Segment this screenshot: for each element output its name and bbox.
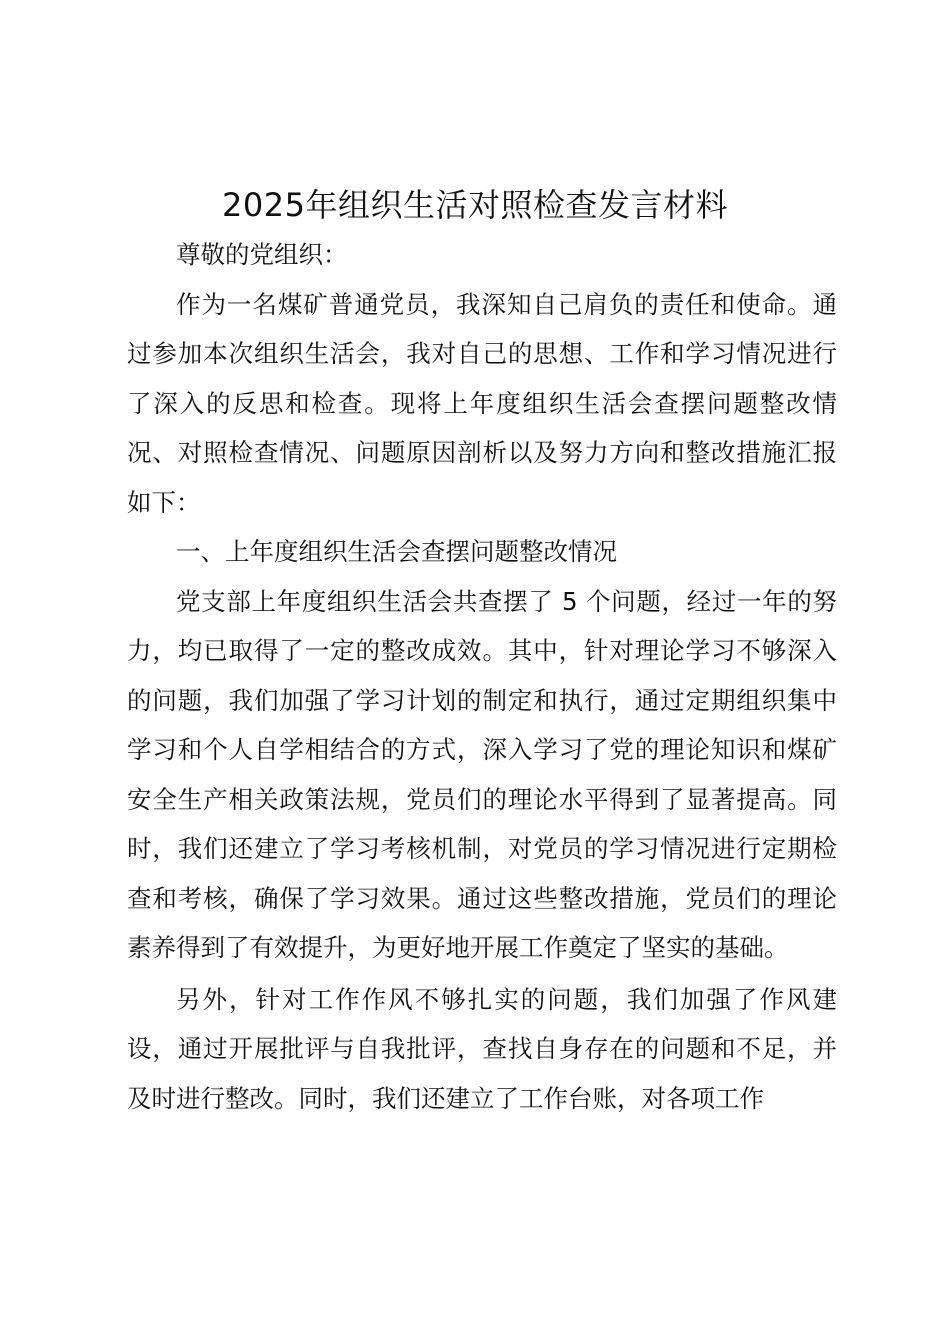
document-title: 2025年组织生活对照检查发言材料	[222, 186, 728, 224]
salutation: 尊敬的党组织：	[176, 240, 348, 269]
section-heading: 一、上年度组织生活会查摆问题整改情况	[176, 537, 617, 566]
paragraph-work-style: 另外，针对工作作风不够扎实的问题，我们加强了作风建设，通过开展批评与自我批评，查找自身存在的问题和不足，并及时进行整改。同时，我们还建立了工作台账，对各项工作	[127, 984, 837, 1113]
document-body	[127, 230, 837, 1123]
paragraph-rectification: 党支部上年度组织生活会共查摆了 5 个问题，经过一年的努力，均已取得了一定的整改成效。其中，针对理论学习不够深入的问题，我们加强了学习计划的制定和执行，通过定期组织集中学习和个人自学相结合的方式，深入学习了党的理论知识和煤矿安全生产相关政策法规，党员们的理论水平得到了显著提高。同时，我们还建立了学习考核机制，对党员的学习情况进行定期检查和考核，确保了学习效果。通过这些整改措施，党员们的理论素养得到了有效提升，为更好地开展工作奠定了坚实的基础。	[127, 586, 837, 962]
paragraph-intro: 作为一名煤矿普通党员，我深知自己肩负的责任和使命。通过参加本次组织生活会，我对自己的思想、工作和学习情况进行了深入的反思和检查。现将上年度组织生活会查摆问题整改情况、对照检查情况、问题原因剖析以及努力方向和整改措施汇报如下：	[127, 289, 837, 517]
